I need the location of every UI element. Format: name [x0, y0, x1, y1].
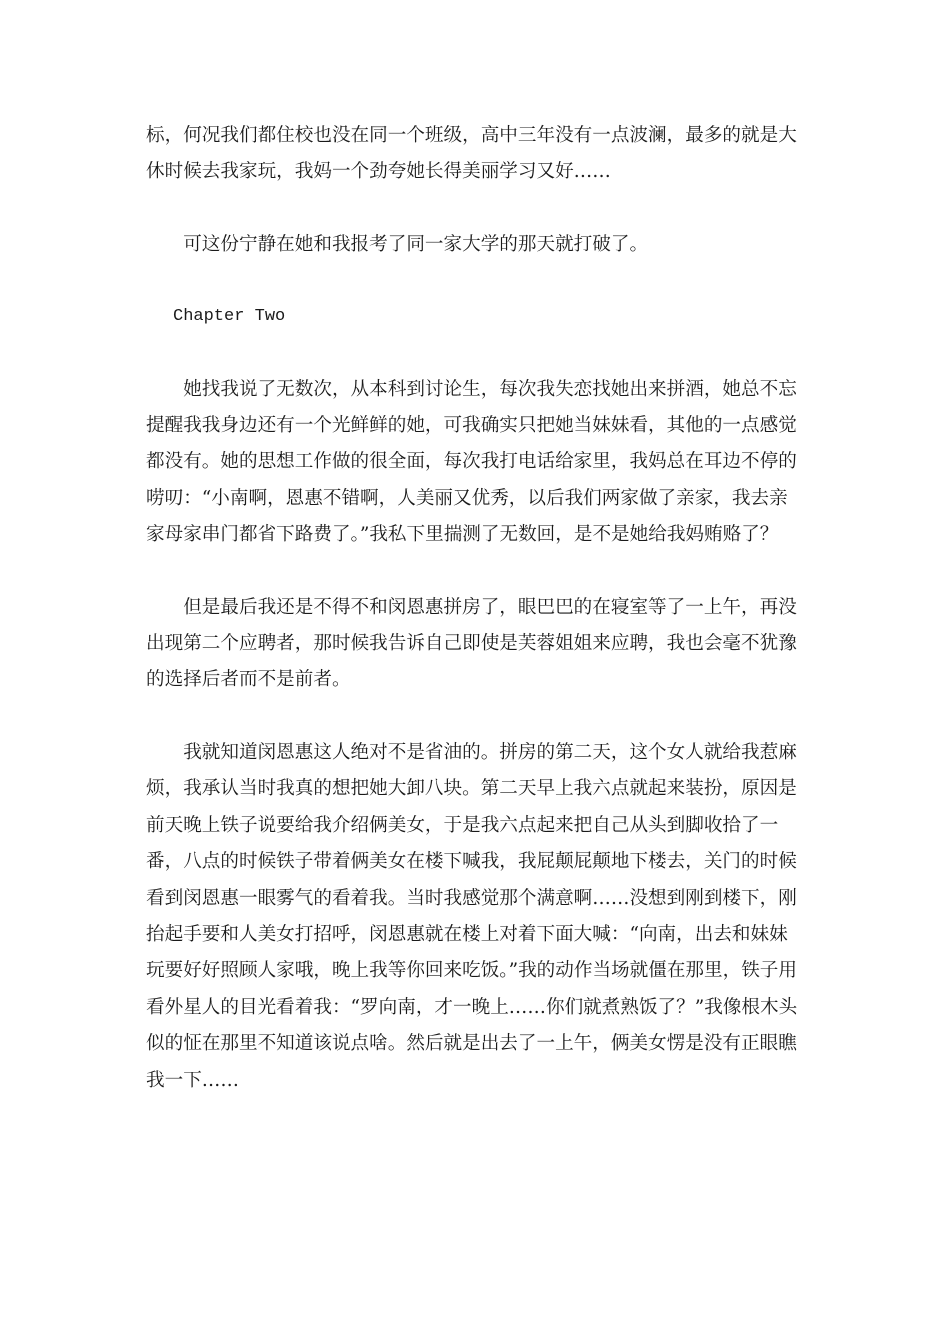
document-page	[146, 118, 806, 1135]
paragraph-continued: 标，何况我们都住校也没在同一个班级，高中三年没有一点波澜，最多的就是大休时候去我家玩，我妈一个劲夸她长得美丽学习又好……	[146, 125, 797, 183]
paragraph-persuasion: 她找我说了无数次，从本科到讨论生，每次我失恋找她出来拼酒，她总不忘提醒我我身边还有一个光鲜鲜的她，可我确实只把她当妹妹看，其他的一点感觉都没有。她的思想工作做的很全面，每次我打电话给家里，我妈总在耳边不停的唠叨：“小南啊，恩惠不错啊，人美丽又优秀，以后我们两家做了亲家，我去亲家母家串门都省下路费了。”我私下里揣测了无数回，是不是她给我妈贿赂了？	[146, 378, 797, 546]
chapter-heading: Chapter Two	[173, 307, 286, 327]
paragraph-second-day: 我就知道闵恩惠这人绝对不是省油的。拼房的第二天，这个女人就给我惹麻烦，我承认当时我真的想把她大卸八块。第二天早上我六点就起来装扮，原因是前天晚上铁子说要给我介绍俩美女，于是我六点起来把自己从头到脚收拾了一番，八点的时候铁子带着俩美女在楼下喊我，我屁颠屁颠地下楼去，关门的时候看到闵恩惠一眼雾气的看着我。当时我感觉那个满意啊……没想到刚到楼下，刚抬起手要和人美女打招呼，闵恩惠就在楼上对着下面大喊：“向南，出去和妹妹玩要好好照顾人家哦，晚上我等你回来吃饭。”我的动作当场就僵在那里，铁子用看外星人的目光看着我：“罗向南，才一晚上……你们就煮熟饭了？”我像根木头似的怔在那里不知道该说点啥。然后就是出去了一上午，俩美女愣是没有正眼瞧我一下……	[146, 741, 798, 1091]
paragraph-room-sharing: 但是最后我还是不得不和闵恩惠拼房了，眼巴巴的在寝室等了一上午，再没出现第二个应聘者，那时候我告诉自己即使是芙蓉姐姐来应聘，我也会毫不犹豫的选择后者而不是前者。	[146, 596, 797, 691]
paragraph-tranquility-broken: 可这份宁静在她和我报考了同一家大学的那天就打破了。	[183, 233, 649, 255]
